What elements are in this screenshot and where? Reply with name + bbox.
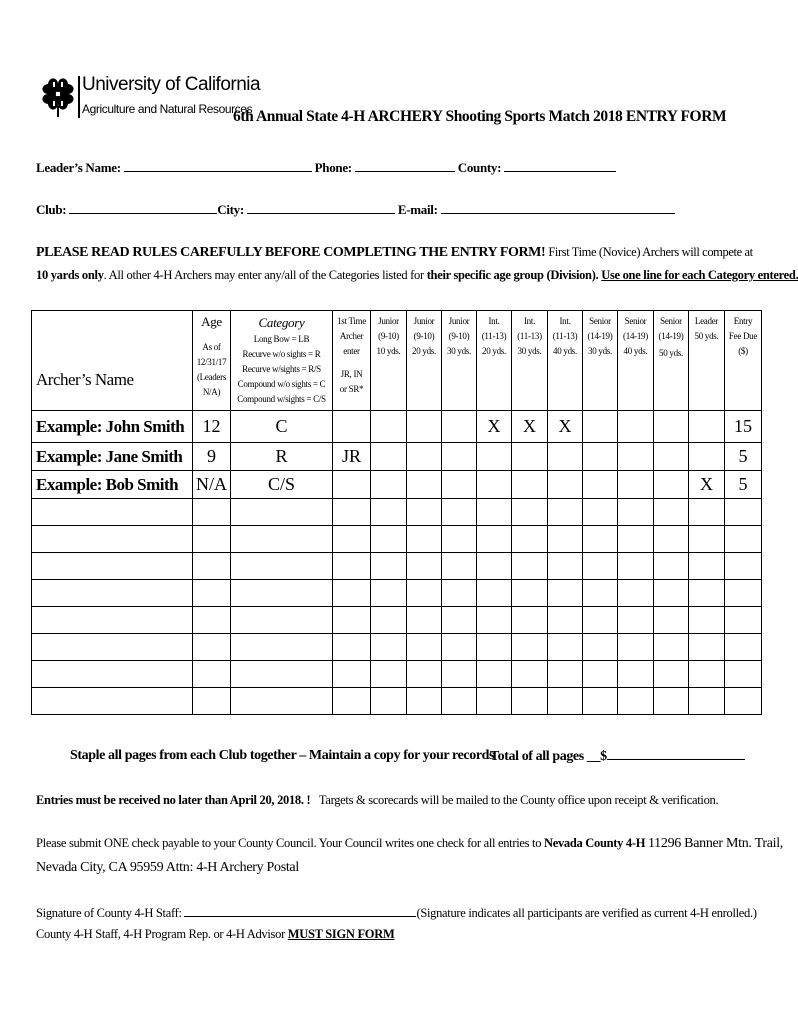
- example-mark: [477, 443, 512, 471]
- example-mark: [689, 411, 725, 443]
- entry-cell[interactable]: [193, 634, 231, 661]
- entry-cell[interactable]: [32, 499, 193, 526]
- entry-cell[interactable]: [548, 499, 583, 526]
- example-mark: [583, 443, 618, 471]
- entry-cell[interactable]: [32, 634, 193, 661]
- entry-cell[interactable]: [477, 580, 512, 607]
- entry-cell[interactable]: [725, 580, 762, 607]
- entry-cell[interactable]: [689, 499, 725, 526]
- city-field[interactable]: [247, 202, 395, 214]
- entry-cell[interactable]: [32, 580, 193, 607]
- example-mark: [654, 443, 689, 471]
- uc-anr-logo: [40, 72, 261, 124]
- entry-cell[interactable]: [333, 634, 371, 661]
- entry-cell[interactable]: [548, 688, 583, 715]
- entry-table: [31, 310, 762, 715]
- example-category: R: [231, 443, 333, 471]
- total-field[interactable]: [607, 748, 745, 760]
- entry-cell[interactable]: [654, 688, 689, 715]
- county-label: County:: [457, 160, 502, 175]
- phone-label: Phone:: [314, 160, 352, 175]
- archer-name-header: Archer’s Name: [32, 311, 193, 411]
- example-mark: [689, 443, 725, 471]
- entry-cell[interactable]: [407, 553, 442, 580]
- entry-cell[interactable]: [333, 499, 371, 526]
- example-mark: [512, 471, 548, 499]
- entry-cell[interactable]: [231, 553, 333, 580]
- entry-cell[interactable]: [193, 499, 231, 526]
- example-name: Example: Bob Smith: [32, 471, 193, 499]
- example-mark: [618, 471, 654, 499]
- entry-cell[interactable]: [583, 634, 618, 661]
- entry-cell[interactable]: [725, 499, 762, 526]
- entry-cell[interactable]: [512, 526, 548, 553]
- example-row: [32, 443, 762, 471]
- division-header-7: Senior (14-19) 40 yds.: [618, 311, 654, 411]
- entry-cell[interactable]: [654, 661, 689, 688]
- 4h-clover-icon: [40, 72, 76, 118]
- example-mark: [407, 411, 442, 443]
- entry-cell[interactable]: [32, 688, 193, 715]
- example-fee: 5: [725, 471, 762, 499]
- entry-cell[interactable]: [371, 580, 407, 607]
- entry-cell[interactable]: [32, 526, 193, 553]
- example-mark: [477, 471, 512, 499]
- blank-entry-row: [32, 580, 762, 607]
- deadline-rest: Targets & scorecards will be mailed to the County office upon receipt & verification.: [318, 793, 719, 807]
- entry-cell[interactable]: [371, 634, 407, 661]
- entry-cell[interactable]: [231, 688, 333, 715]
- example-first-time: JR: [333, 443, 371, 471]
- payee-name: Nevada County 4-H: [543, 836, 646, 850]
- signature-row: [36, 905, 757, 921]
- entry-cell[interactable]: [477, 661, 512, 688]
- entry-cell[interactable]: [548, 580, 583, 607]
- leader-row: [36, 160, 616, 176]
- entry-cell[interactable]: [654, 580, 689, 607]
- payee-address: 11296 Banner Mtn. Trail,: [647, 836, 783, 851]
- entry-cell[interactable]: [193, 526, 231, 553]
- staple-note: Staple all pages from each Club together – Maintain a copy for your records: [70, 748, 495, 763]
- entry-cell[interactable]: [689, 688, 725, 715]
- example-mark: [442, 443, 477, 471]
- entry-cell[interactable]: [548, 526, 583, 553]
- example-category: C/S: [231, 471, 333, 499]
- email-label: E-mail:: [397, 202, 438, 217]
- entry-cell[interactable]: [618, 607, 654, 634]
- city-label: City:: [217, 202, 244, 217]
- example-age: 12: [193, 411, 231, 443]
- entry-cell[interactable]: [32, 553, 193, 580]
- entry-cell[interactable]: [407, 526, 442, 553]
- club-row: [36, 202, 675, 218]
- example-mark: [548, 471, 583, 499]
- blank-entry-row: [32, 634, 762, 661]
- entry-cell[interactable]: [477, 688, 512, 715]
- example-mark: [442, 411, 477, 443]
- example-mark: [618, 411, 654, 443]
- deadline-row: [36, 793, 718, 808]
- example-mark: [407, 443, 442, 471]
- entry-cell[interactable]: [371, 607, 407, 634]
- entry-cell[interactable]: [371, 688, 407, 715]
- entry-cell[interactable]: [333, 580, 371, 607]
- club-label: Club:: [36, 202, 67, 217]
- entry-cell[interactable]: [583, 661, 618, 688]
- entry-cell[interactable]: [407, 634, 442, 661]
- example-mark: [371, 443, 407, 471]
- signature-label: Signature of County 4-H Staff:: [36, 906, 182, 920]
- entry-cell[interactable]: [618, 580, 654, 607]
- entry-cell[interactable]: [618, 553, 654, 580]
- example-mark: [583, 471, 618, 499]
- one-line-note: Use one line for each Category entered.: [601, 268, 798, 282]
- division-header-8: Senior (14-19) 50 yds.: [654, 311, 689, 411]
- example-mark: [654, 411, 689, 443]
- entry-cell[interactable]: [512, 661, 548, 688]
- table-header-row: [32, 311, 762, 411]
- age-header: Age As of 12/31/17 (Leaders N/A): [193, 311, 231, 411]
- example-mark: [442, 471, 477, 499]
- submit-row-2: Nevada City, CA 95959 Attn: 4-H Archery Postal: [36, 860, 299, 875]
- logo-divider: [78, 76, 80, 118]
- entry-cell[interactable]: [512, 580, 548, 607]
- entry-cell[interactable]: [725, 526, 762, 553]
- entry-cell[interactable]: [583, 580, 618, 607]
- division-header-9: Leader 50 yds.: [689, 311, 725, 411]
- entry-cell[interactable]: [618, 661, 654, 688]
- entry-cell[interactable]: [654, 499, 689, 526]
- entry-cell[interactable]: [333, 607, 371, 634]
- entry-cell[interactable]: [689, 553, 725, 580]
- entry-cell[interactable]: [689, 526, 725, 553]
- entry-cell[interactable]: [725, 553, 762, 580]
- entry-cell[interactable]: [548, 634, 583, 661]
- entry-cell[interactable]: [689, 661, 725, 688]
- logo-university: University of California: [82, 74, 261, 95]
- entry-cell[interactable]: [689, 580, 725, 607]
- entry-cell[interactable]: [654, 553, 689, 580]
- entry-cell[interactable]: [442, 526, 477, 553]
- rules-notice: [36, 245, 753, 261]
- entry-cell[interactable]: [548, 661, 583, 688]
- fee-header: Entry Fee Due ($): [725, 311, 762, 411]
- entry-cell[interactable]: [407, 499, 442, 526]
- entry-cell[interactable]: [618, 526, 654, 553]
- example-row: [32, 471, 762, 499]
- novice-yards: 10 yards only: [36, 268, 104, 282]
- signature-row-2: [36, 927, 394, 942]
- rules-heading: PLEASE READ RULES CAREFULLY BEFORE COMPLETING THE ENTRY FORM!: [36, 245, 546, 260]
- entry-cell[interactable]: [442, 688, 477, 715]
- entry-cell[interactable]: [442, 607, 477, 634]
- submit-row-1: [36, 836, 783, 852]
- form-title: 6th Annual State 4-H ARCHERY Shooting Sports Match 2018 ENTRY FORM: [233, 108, 727, 125]
- club-field[interactable]: [69, 202, 217, 214]
- example-mark: [618, 443, 654, 471]
- example-mark: [583, 411, 618, 443]
- leader-name-label: Leader’s Name:: [36, 160, 121, 175]
- division-header-0: Junior (9-10) 10 yds.: [371, 311, 407, 411]
- entry-cell[interactable]: [407, 580, 442, 607]
- blank-entry-row: [32, 607, 762, 634]
- signer-roles: County 4-H Staff, 4-H Program Rep. or 4-H Advisor: [36, 927, 285, 941]
- entry-cell[interactable]: [231, 634, 333, 661]
- submit-text: Please submit ONE check payable to your County Council. Your Council writes one check for all entries to: [36, 836, 542, 850]
- entry-cell[interactable]: [371, 553, 407, 580]
- signature-field[interactable]: [184, 905, 416, 917]
- example-mark: [548, 443, 583, 471]
- entry-cell[interactable]: [725, 688, 762, 715]
- entry-cell[interactable]: [477, 526, 512, 553]
- entry-cell[interactable]: [407, 688, 442, 715]
- blank-entry-row: [32, 499, 762, 526]
- entry-cell[interactable]: [371, 661, 407, 688]
- example-fee: 5: [725, 443, 762, 471]
- blank-entry-row: [32, 526, 762, 553]
- entry-cell[interactable]: [618, 688, 654, 715]
- total-row: [490, 748, 745, 765]
- entry-cell[interactable]: [193, 580, 231, 607]
- novice-note: First Time (Novice) Archers will compete at: [548, 245, 753, 259]
- entry-cell[interactable]: [512, 499, 548, 526]
- logo-division: Agriculture and Natural Resources: [82, 102, 253, 116]
- blank-entry-row: [32, 553, 762, 580]
- entry-cell[interactable]: [618, 499, 654, 526]
- division-header-5: Int. (11-13) 40 yds.: [548, 311, 583, 411]
- entry-cell[interactable]: [333, 553, 371, 580]
- entry-cell[interactable]: [407, 607, 442, 634]
- entry-cell[interactable]: [654, 526, 689, 553]
- entry-cell[interactable]: [512, 634, 548, 661]
- entry-cell[interactable]: [442, 634, 477, 661]
- county-field[interactable]: [504, 160, 616, 172]
- entry-cell[interactable]: [689, 607, 725, 634]
- blank-entry-row: [32, 661, 762, 688]
- entry-cell[interactable]: [583, 607, 618, 634]
- entry-cell[interactable]: [193, 607, 231, 634]
- entry-cell[interactable]: [654, 634, 689, 661]
- entry-cell[interactable]: [477, 634, 512, 661]
- entry-cell[interactable]: [548, 553, 583, 580]
- entry-cell[interactable]: [32, 661, 193, 688]
- entry-cell[interactable]: [231, 661, 333, 688]
- entry-cell[interactable]: [618, 634, 654, 661]
- entry-cell[interactable]: [333, 688, 371, 715]
- entry-cell[interactable]: [231, 526, 333, 553]
- entry-cell[interactable]: [193, 661, 231, 688]
- first-time-header: 1st Time Archer enter JR, IN or SR*: [333, 311, 371, 411]
- example-name: Example: John Smith: [32, 411, 193, 443]
- signature-note: (Signature indicates all participants are verified as current 4-H enrolled.): [416, 906, 757, 920]
- entry-cell[interactable]: [333, 526, 371, 553]
- entry-cell[interactable]: [371, 526, 407, 553]
- entry-cell[interactable]: [442, 661, 477, 688]
- entry-cell[interactable]: [442, 499, 477, 526]
- division-header-2: Junior (9-10) 30 yds.: [442, 311, 477, 411]
- example-age: N/A: [193, 471, 231, 499]
- blank-entry-row: [32, 688, 762, 715]
- example-age: 9: [193, 443, 231, 471]
- leader-name-field[interactable]: [124, 160, 312, 172]
- example-mark: X: [477, 411, 512, 443]
- entry-cell[interactable]: [32, 607, 193, 634]
- entry-cell[interactable]: [477, 499, 512, 526]
- division-header-3: Int. (11-13) 20 yds.: [477, 311, 512, 411]
- category-header: Category Long Bow = LB Recurve w/o sights = R Recurve w/sights = R/S Compound w/o sights = C Compound w/sights = C/S: [231, 311, 333, 411]
- example-mark: [371, 411, 407, 443]
- example-mark: [654, 471, 689, 499]
- phone-field[interactable]: [355, 160, 455, 172]
- entry-cell[interactable]: [512, 688, 548, 715]
- division-header-6: Senior (14-19) 30 yds.: [583, 311, 618, 411]
- entry-cell[interactable]: [583, 688, 618, 715]
- entry-cell[interactable]: [689, 634, 725, 661]
- example-mark: [371, 471, 407, 499]
- entry-cell[interactable]: [654, 607, 689, 634]
- total-label: Total of all pages __$: [490, 749, 607, 764]
- entry-cell[interactable]: [512, 553, 548, 580]
- entry-cell[interactable]: [512, 607, 548, 634]
- entry-cell[interactable]: [407, 661, 442, 688]
- rules-notice-line2: [36, 268, 798, 283]
- example-row: [32, 411, 762, 443]
- entry-cell[interactable]: [193, 688, 231, 715]
- entry-cell[interactable]: [548, 607, 583, 634]
- entry-cell[interactable]: [231, 499, 333, 526]
- entry-cell[interactable]: [193, 553, 231, 580]
- example-mark: X: [512, 411, 548, 443]
- example-first-time: [333, 471, 371, 499]
- example-mark: X: [548, 411, 583, 443]
- entry-cell[interactable]: [725, 607, 762, 634]
- division-header-4: Int. (11-13) 30 yds.: [512, 311, 548, 411]
- entry-cell[interactable]: [442, 580, 477, 607]
- entry-cell[interactable]: [477, 553, 512, 580]
- example-first-time: [333, 411, 371, 443]
- must-sign-note: MUST SIGN FORM: [287, 927, 395, 941]
- example-mark: [407, 471, 442, 499]
- entry-cell[interactable]: [231, 580, 333, 607]
- entry-cell[interactable]: [231, 607, 333, 634]
- example-fee: 15: [725, 411, 762, 443]
- entry-cell[interactable]: [583, 526, 618, 553]
- entry-cell[interactable]: [477, 607, 512, 634]
- entry-cell[interactable]: [333, 661, 371, 688]
- example-name: Example: Jane Smith: [32, 443, 193, 471]
- age-group-note: their specific age group (Division).: [426, 268, 599, 282]
- entry-cell[interactable]: [583, 553, 618, 580]
- email-field[interactable]: [441, 202, 675, 214]
- example-category: C: [231, 411, 333, 443]
- example-mark: [512, 443, 548, 471]
- rules-rest: . All other 4-H Archers may enter any/all of the Categories listed for: [103, 268, 424, 282]
- entry-cell[interactable]: [725, 634, 762, 661]
- entry-cell[interactable]: [725, 661, 762, 688]
- deadline-note: Entries must be received no later than April 20, 2018. !: [36, 793, 311, 807]
- example-mark: X: [689, 471, 725, 499]
- entry-cell[interactable]: [583, 499, 618, 526]
- entry-cell[interactable]: [371, 499, 407, 526]
- division-header-1: Junior (9-10) 20 yds.: [407, 311, 442, 411]
- entry-cell[interactable]: [442, 553, 477, 580]
